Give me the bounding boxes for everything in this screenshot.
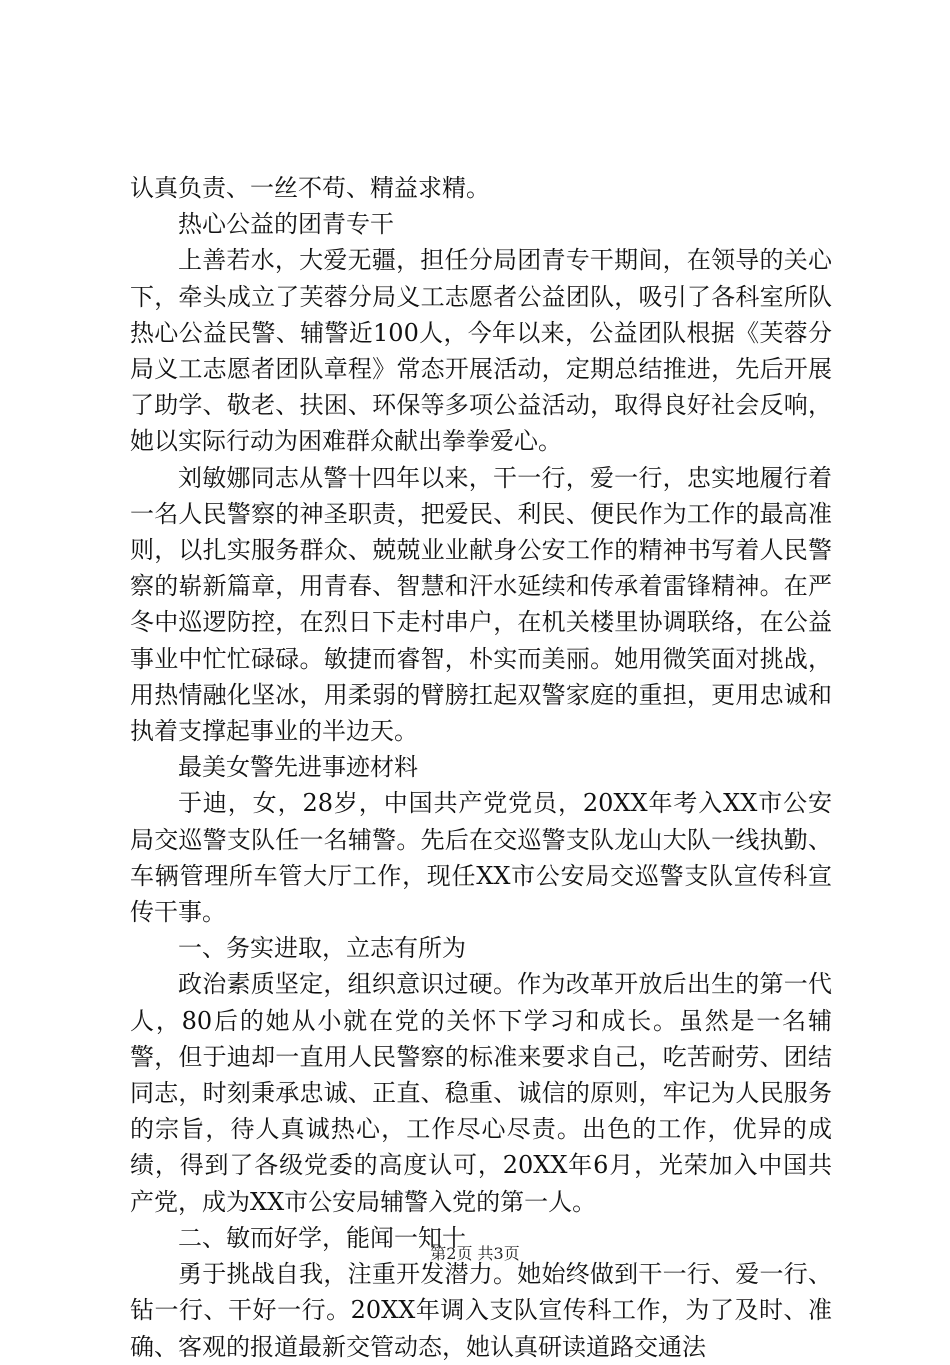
page-footer: 第2页 共3页 xyxy=(430,1244,520,1263)
paragraph-summary-liu: 刘敏娜同志从警十四年以来，干一行，爱一行，忠实地履行着一名人民警察的神圣职责，把爱民、利民、便民作为工作的最高准则，以扎实服务群众、兢兢业业献身公安工作的精神书写着人民警察的崭新篇章，用青春、智慧和汗水延续和传承着雷锋精神。在严冬中巡逻防控，在烈日下走村串户，在机关楼里协调联络，在公益事业中忙忙碌碌。敏捷而睿智，朴实而美丽。她用微笑面对挑战，用热情融化坚冰，用柔弱的臂膀扛起双警家庭的重担，更用忠诚和执着支撑起事业的半边天。 xyxy=(130,463,832,746)
section-heading-public-welfare: 热心公益的团青专干 xyxy=(178,210,394,239)
section-heading-one: 一、务实进取，立志有所为 xyxy=(178,934,466,963)
paragraph-self-challenge: 勇于挑战自我，注重开发潜力。她始终做到干一行、爱一行、钻一行、干好一行。20XX年调入支队宣传科工作，为了及时、准确、客观的报道最新交管动态，她认真研读道路交通法 xyxy=(130,1260,832,1361)
paragraph-yu-di-intro: 于迪，女，28岁，中国共产党党员，20XX年考入XX市公安局交巡警支队任一名辅警。先后在交巡警支队龙山大队一线执勤、车辆管理所车管大厅工作，现任XX市公安局交巡警支队宣传科宣传干事。 xyxy=(130,789,832,927)
paragraph-continuation: 认真负责、一丝不苟、精益求精。 xyxy=(130,174,490,202)
paragraph-political-quality: 政治素质坚定，组织意识过硬。作为改革开放后出生的第一代人，80后的她从小就在党的关怀下学习和成长。虽然是一名辅警，但于迪却一直用人民警察的标准来要求自己，吃苦耐劳、团结同志，时刻秉承忠诚、正直、稳重、诚信的原则，牢记为人民服务的宗旨，待人真诚热心，工作尽心尽责。出色的工作，优异的成绩，得到了各级党委的高度认可，20XX年6月，光荣加入中国共产党，成为XX市公安局辅警入党的第一人。 xyxy=(130,970,832,1216)
section-heading-two: 二、敏而好学，能闻一知十 xyxy=(178,1223,466,1252)
section-heading-best-policewoman: 最美女警先进事迹材料 xyxy=(178,753,418,782)
paragraph-public-welfare: 上善若水，大爱无疆，担任分局团青专干期间，在领导的关心下，牵头成立了芙蓉分局义工志愿者公益团队，吸引了各科室所队热心公益民警、辅警近100人，今年以来，公益团队根据《芙蓉分局义工志愿者团队章程》常态开展活动，定期总结推进，先后开展了助学、敬老、扶困、环保等多项公益活动，取得良好社会反响，她以实际行动为困难群众献出拳拳爱心。 xyxy=(130,246,832,456)
document-body xyxy=(130,170,832,1365)
